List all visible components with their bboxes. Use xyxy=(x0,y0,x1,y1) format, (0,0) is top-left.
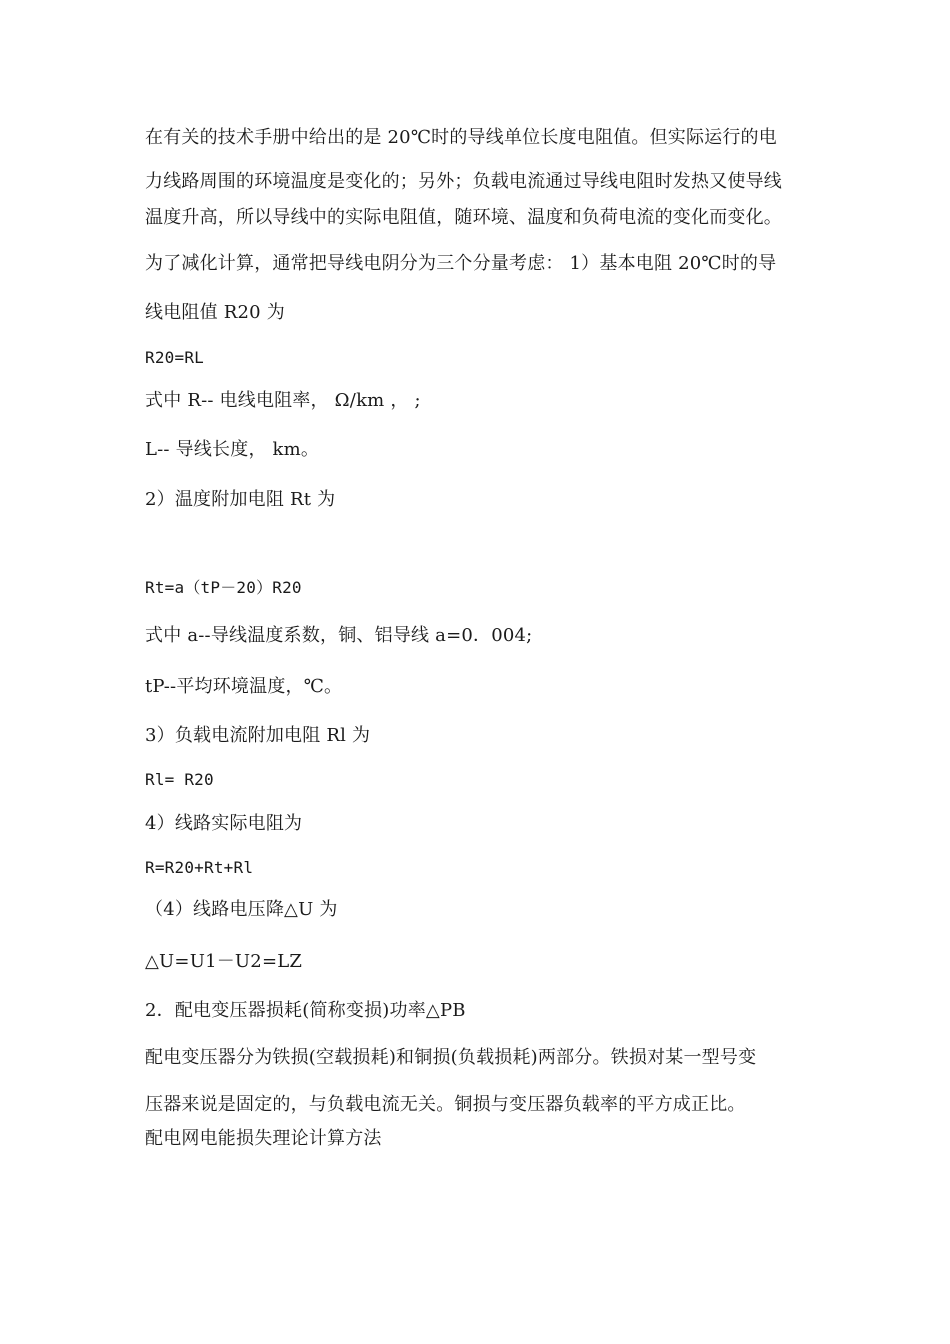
definition-a: 式中 a--导线温度系数，铜、铝导线 a=0．004; xyxy=(145,625,533,646)
section-3-heading: 3）负载电流附加电阻 Rl 为 xyxy=(145,725,371,746)
transformer-loss-heading: 2．配电变压器损耗(简称变损)功率△PB xyxy=(145,1000,466,1021)
formula-r20: R20=RL xyxy=(145,348,204,367)
paragraph-line-3: 温度升高，所以导线中的实际电阻值，随环境、温度和负荷电流的变化而变化。 xyxy=(145,207,782,228)
paragraph-line-4: 为了减化计算，通常把导线电阴分为三个分量考虑： 1）基本电阻 20℃时的导 xyxy=(145,253,777,274)
section-voltage-drop-heading: （4）线路电压降△U 为 xyxy=(145,899,338,920)
section-title: 配电网电能损失理论计算方法 xyxy=(145,1128,382,1149)
paragraph-line-2: 力线路周围的环境温度是变化的；另外；负载电流通过导线电阻时发热又使导线 xyxy=(145,171,782,192)
definition-r: 式中 R-- 电线电阻率， Ω/km ， ; xyxy=(145,390,421,411)
paragraph-transformer-1: 配电变压器分为铁损(空载损耗)和铜损(负载损耗)两部分。铁损对某一型号变 xyxy=(145,1047,757,1068)
paragraph-line-5: 线电阻值 R20 为 xyxy=(145,302,285,323)
section-2-heading: 2）温度附加电阻 Rt 为 xyxy=(145,489,336,510)
formula-rl: Rl= R20 xyxy=(145,770,214,789)
formula-rt: Rt=a（tP－20）R20 xyxy=(145,578,302,597)
formula-delta-u: △U=U1－U2=LZ xyxy=(145,951,303,972)
section-4-heading: 4）线路实际电阻为 xyxy=(145,813,303,834)
definition-tp: tP--平均环境温度，℃。 xyxy=(145,676,343,697)
paragraph-line-1: 在有关的技术手册中给出的是 20℃时的导线单位长度电阻值。但实际运行的电 xyxy=(145,127,777,148)
paragraph-transformer-2: 压器来说是固定的，与负载电流无关。铜损与变压器负载率的平方成正比。 xyxy=(145,1094,746,1115)
formula-r: R=R20+Rt+Rl xyxy=(145,858,254,877)
definition-l: L-- 导线长度， km。 xyxy=(145,439,320,460)
